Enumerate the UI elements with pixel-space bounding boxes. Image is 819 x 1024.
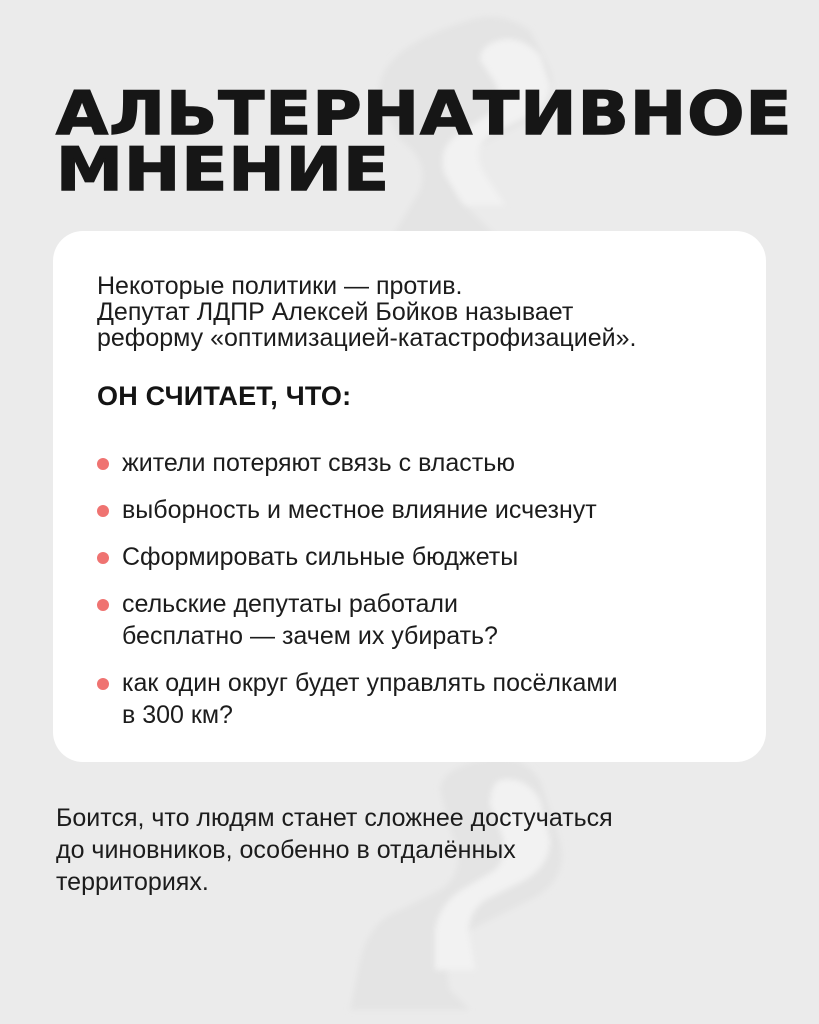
list-item	[97, 541, 722, 573]
bullet-dot-icon	[97, 552, 109, 564]
opinion-points-list	[97, 447, 722, 731]
list-item-text: выборность и местное влияние исчезнут	[122, 496, 597, 524]
opinion-card	[53, 231, 766, 762]
conclusion-line: до чиновников, особенно в отдалённых	[56, 836, 516, 864]
bullet-dot-icon	[97, 678, 109, 690]
bullet-dot-icon	[97, 599, 109, 611]
conclusion-line: Боится, что людям станет сложнее достучаться	[56, 804, 613, 832]
list-item	[97, 667, 722, 731]
intro-text	[97, 273, 722, 351]
list-item	[97, 588, 722, 652]
conclusion-text	[56, 802, 613, 898]
list-item-text: жители потеряют связь с властью	[122, 449, 515, 477]
section-subhead: ОН СЧИТАЕТ, ЧТО:	[97, 381, 352, 411]
title-line-2: МНЕНИЕ	[56, 135, 391, 205]
page-title	[56, 79, 793, 205]
list-item	[97, 494, 722, 526]
list-item-text: Сформировать сильные бюджеты	[122, 543, 519, 571]
list-item-text: в 300 км?	[122, 701, 233, 729]
list-item-text: как один округ будет управлять посёлками	[122, 669, 618, 697]
intro-line: Некоторые политики — против.	[97, 272, 463, 300]
bullet-dot-icon	[97, 458, 109, 470]
list-item	[97, 447, 722, 479]
list-item-text: сельские депутаты работали	[122, 590, 458, 618]
list-item-text: бесплатно — зачем их убирать?	[122, 622, 498, 650]
title-line-1: АЛЬТЕРНАТИВНОЕ	[56, 79, 793, 149]
intro-line: реформу «оптимизацией-катастрофизацией».	[97, 324, 637, 352]
bullet-dot-icon	[97, 505, 109, 517]
conclusion-line: территориях.	[56, 868, 209, 896]
intro-line: Депутат ЛДПР Алексей Бойков называет	[97, 298, 574, 326]
